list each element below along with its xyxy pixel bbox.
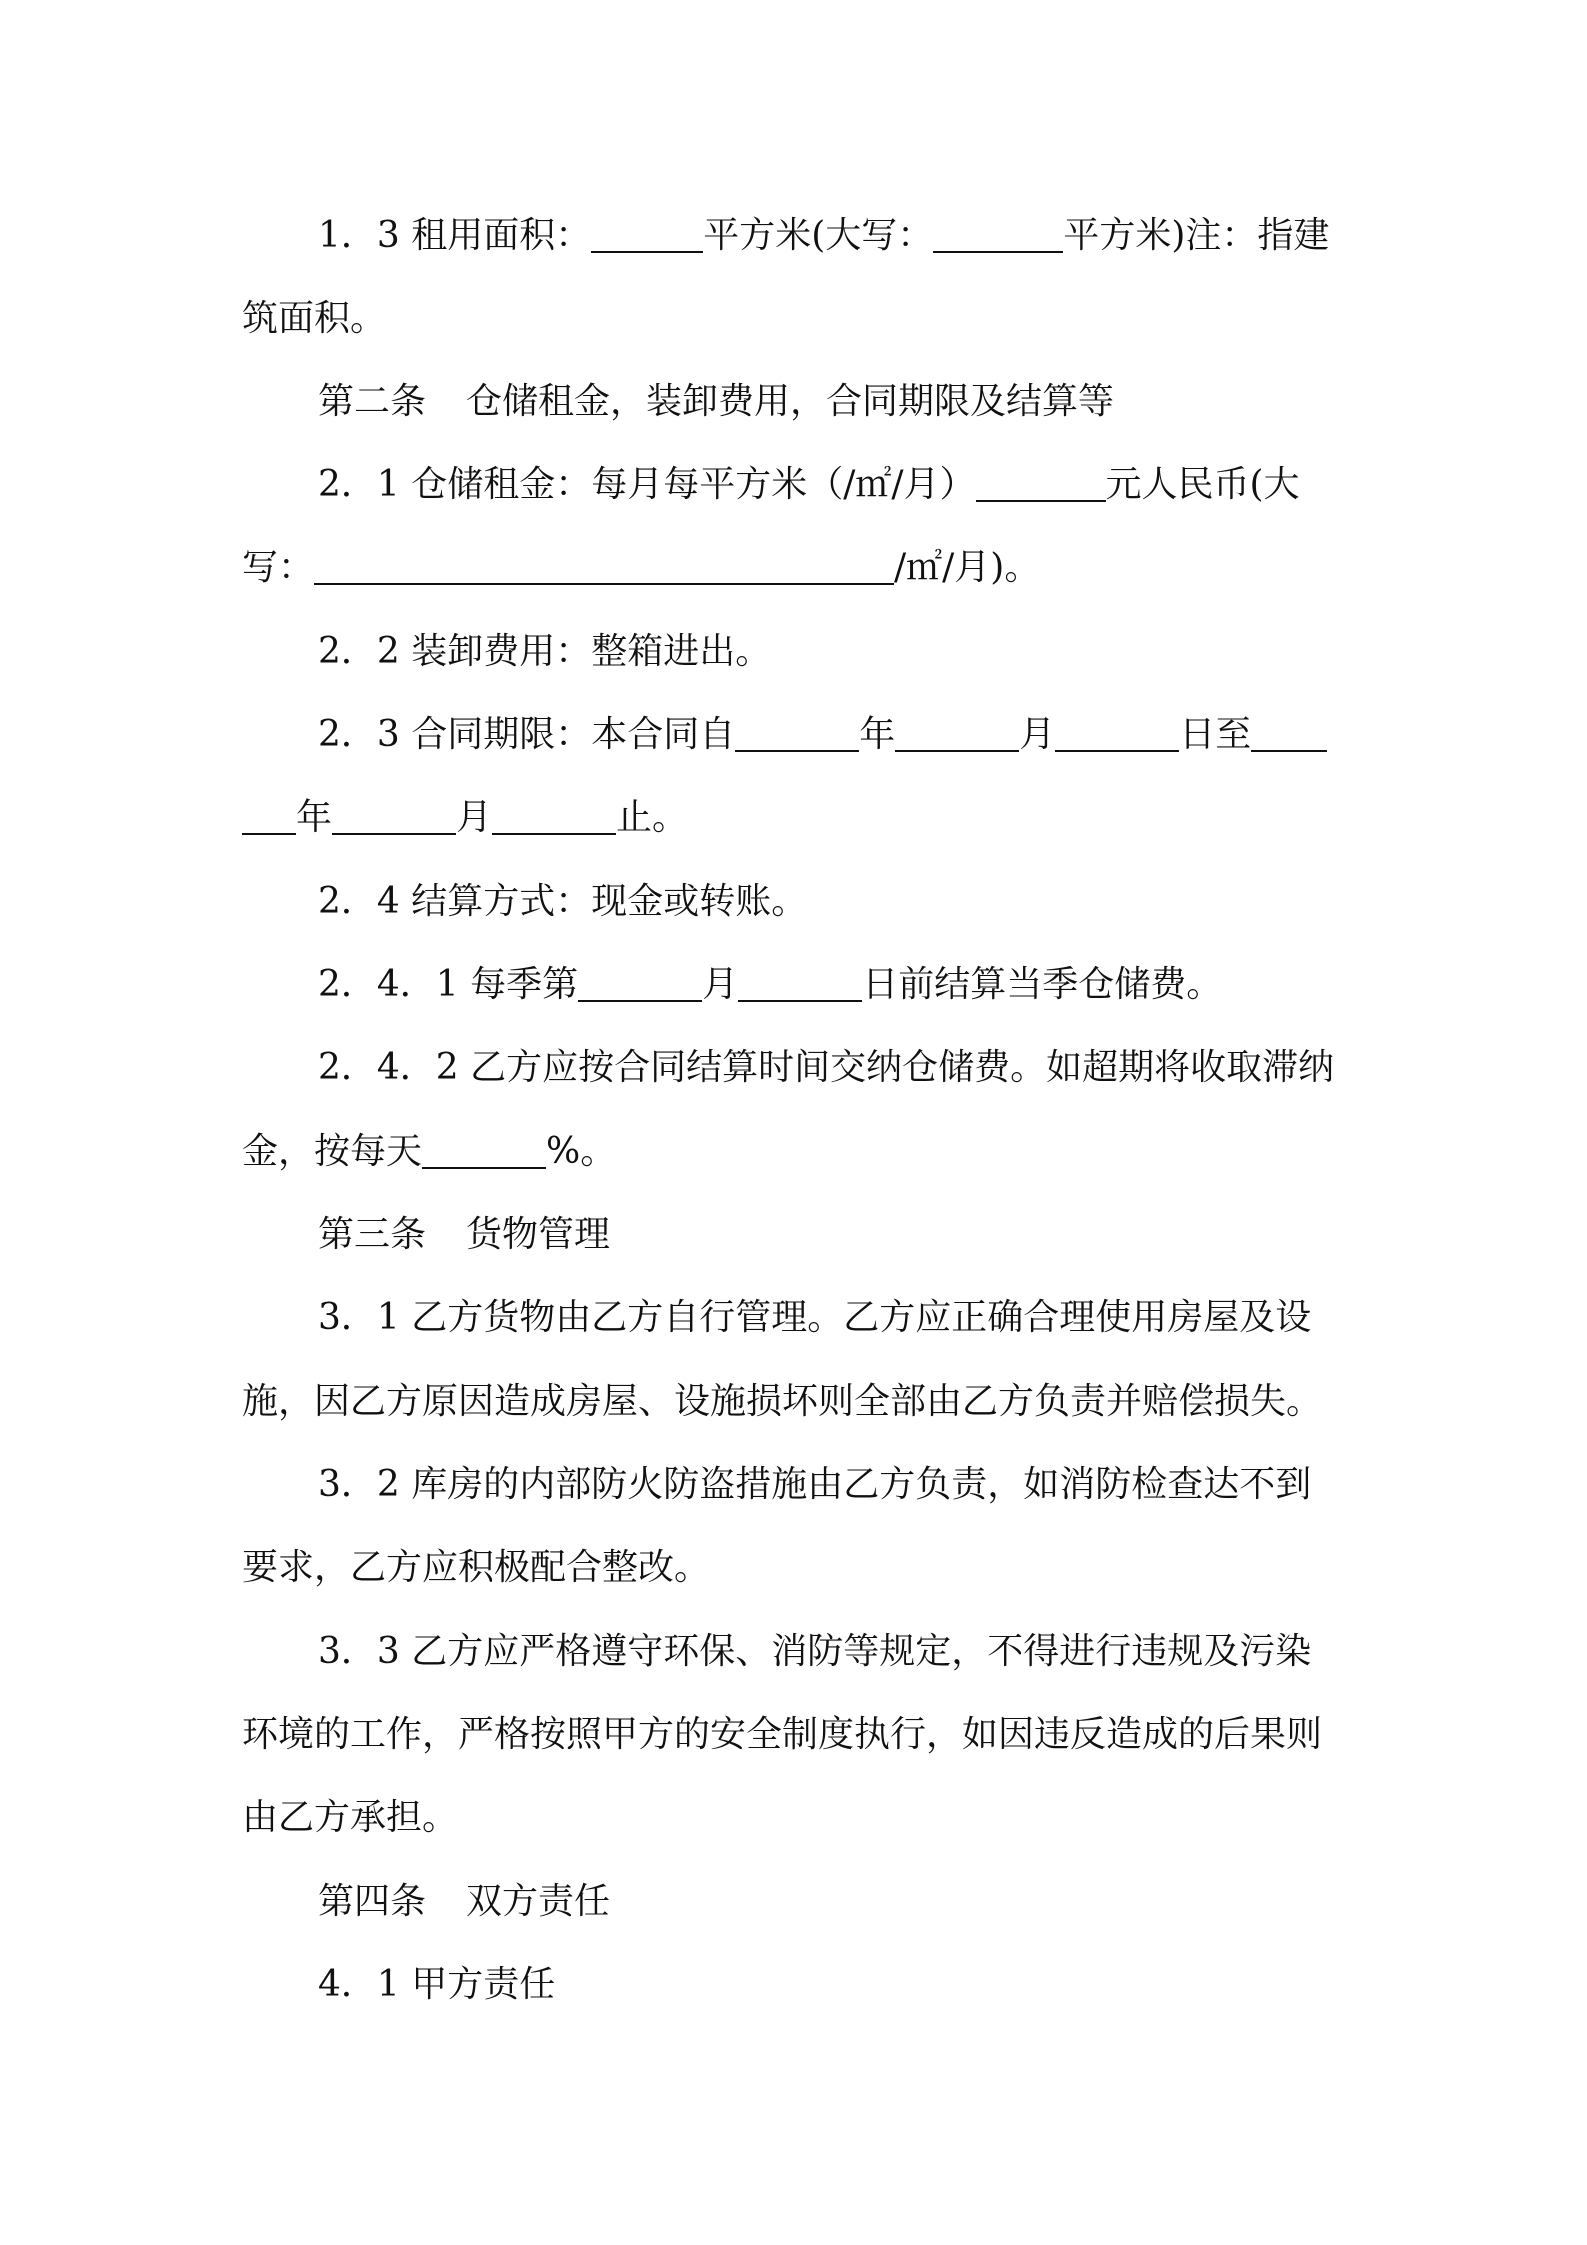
clause-3-2-line-1: 3．2 库房的内部防火防盗措施由乙方负责，如消防检查达不到 bbox=[318, 1464, 1312, 1505]
start-month-blank[interactable] bbox=[895, 714, 1019, 752]
clause-1-3-line-2: 筑面积。 bbox=[242, 298, 387, 339]
clause-2-1-text-b: 元人民币(大 bbox=[1105, 464, 1300, 505]
clause-1-3-line-1 bbox=[242, 210, 1352, 262]
clause-2-4: 2．4 结算方式：现金或转账。 bbox=[318, 881, 808, 922]
clause-2-4-1-text: 日前结算当季仓储费。 bbox=[862, 964, 1223, 1005]
article-4-title: 双方责任 bbox=[466, 1881, 611, 1922]
article-4-number: 第四条 bbox=[318, 1881, 427, 1922]
clause-2-1-text-c: 写： bbox=[242, 547, 315, 588]
settle-month-blank[interactable] bbox=[578, 964, 702, 1002]
clause-4-1: 4．1 甲方责任 bbox=[318, 1964, 556, 2005]
clause-2-1-line-1 bbox=[242, 459, 1352, 511]
clause-2-2: 2．2 装卸费用：整箱进出。 bbox=[318, 631, 772, 672]
end-year-blank-part-2[interactable] bbox=[242, 797, 296, 835]
clause-1-3-text-b: 平方米(大写： bbox=[703, 215, 934, 256]
article-2-heading bbox=[242, 376, 1352, 428]
clause-2-1-line-2 bbox=[242, 542, 1352, 594]
clause-3-3-line-1: 3．3 乙方应严格遵守环保、消防等规定，不得进行违规及污染 bbox=[318, 1631, 1312, 1672]
clause-2-3-day-to: 日至 bbox=[1179, 714, 1252, 755]
area-uppercase-blank[interactable] bbox=[933, 215, 1063, 253]
clause-2-4-2-line-1: 2．4．2 乙方应按合同结算时间交纳仓储费。如超期将收取滞纳 bbox=[318, 1047, 1335, 1088]
end-year-blank-part-1[interactable] bbox=[1251, 714, 1327, 752]
clause-2-3-end-month: 月 bbox=[456, 797, 493, 838]
clause-2-4-2-line-2 bbox=[242, 1126, 1352, 1178]
clause-3-3-line-3: 由乙方承担。 bbox=[242, 1797, 459, 1838]
article-3-number: 第三条 bbox=[318, 1214, 427, 1255]
clause-3-3-line-2: 环境的工作，严格按照甲方的安全制度执行，如因违反造成的后果则 bbox=[242, 1714, 1323, 1755]
clause-2-3-month: 月 bbox=[1019, 714, 1056, 755]
article-3-title: 货物管理 bbox=[466, 1214, 611, 1255]
clause-2-3-year: 年 bbox=[859, 714, 896, 755]
clause-2-1-text-d: /㎡/月)。 bbox=[894, 547, 1041, 588]
clause-2-1-label: 2．1 仓储租金：每月每平方米（/㎡/月） bbox=[318, 464, 976, 505]
article-2-number: 第二条 bbox=[318, 381, 427, 422]
clause-2-3-line-1 bbox=[242, 709, 1352, 761]
rent-blank[interactable] bbox=[976, 464, 1106, 502]
article-3-heading bbox=[242, 1209, 1352, 1261]
start-day-blank[interactable] bbox=[1055, 714, 1179, 752]
clause-2-4-1-label: 2．4．1 每季第 bbox=[318, 964, 579, 1005]
clause-1-3-label: 1．3 租用面积： bbox=[318, 215, 592, 256]
late-fee-rate-blank[interactable] bbox=[422, 1131, 546, 1169]
clause-2-3-end: 止。 bbox=[616, 797, 689, 838]
start-year-blank[interactable] bbox=[735, 714, 859, 752]
area-blank[interactable] bbox=[591, 215, 703, 253]
article-4-heading bbox=[242, 1876, 1352, 1928]
article-2-title: 仓储租金，装卸费用，合同期限及结算等 bbox=[466, 381, 1115, 422]
rent-uppercase-blank[interactable] bbox=[314, 547, 894, 585]
clause-2-4-1 bbox=[242, 959, 1352, 1011]
clause-3-2-line-2: 要求，乙方应积极配合整改。 bbox=[242, 1547, 711, 1588]
clause-1-3-text-c: 平方米)注：指建 bbox=[1063, 215, 1330, 256]
settle-day-blank[interactable] bbox=[738, 964, 862, 1002]
clause-2-3-end-year: 年 bbox=[296, 797, 333, 838]
clause-2-4-2-percent: %。 bbox=[546, 1131, 617, 1172]
end-month-blank[interactable] bbox=[332, 797, 456, 835]
clause-3-1-line-2: 施，因乙方原因造成房屋、设施损坏则全部由乙方负责并赔偿损失。 bbox=[242, 1381, 1323, 1422]
clause-2-3-line-2 bbox=[242, 792, 1352, 844]
end-day-blank[interactable] bbox=[492, 797, 616, 835]
clause-3-1-line-1: 3．1 乙方货物由乙方自行管理。乙方应正确合理使用房屋及设 bbox=[318, 1297, 1312, 1338]
clause-2-4-1-month: 月 bbox=[702, 964, 739, 1005]
clause-2-4-2-text-b: 金，按每天 bbox=[242, 1131, 423, 1172]
clause-2-3-label: 2．3 合同期限：本合同自 bbox=[318, 714, 736, 755]
